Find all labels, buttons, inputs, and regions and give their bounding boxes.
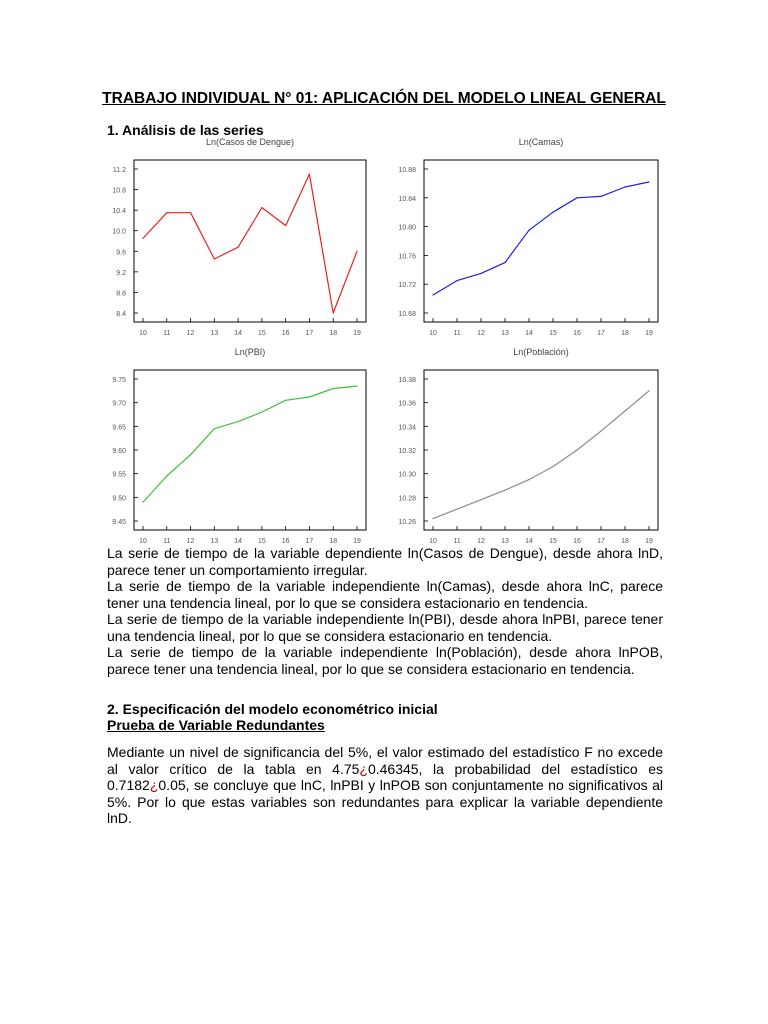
chart-2-ytick-label: 10.88	[398, 167, 416, 174]
chart-4-data-point	[576, 449, 577, 450]
chart-4-ytick-label: 10.28	[398, 495, 416, 503]
chart-1-data-point	[238, 247, 239, 248]
chart-3-ytick-label: 9.60	[112, 448, 126, 455]
chart-4-xtick-label: 12	[477, 538, 485, 545]
chart-3-xtick-label: 14	[234, 538, 243, 545]
chart-4-data-point	[600, 430, 601, 431]
chart-2-xtick-label: 16	[573, 330, 581, 337]
chart-1-data-point	[309, 174, 310, 175]
chart-4-data-point	[504, 490, 505, 491]
chart-2-data-point	[552, 212, 553, 213]
chart-3-title: Ln(PBI)	[234, 347, 266, 357]
chart-3-ytick-label: 9.75	[112, 377, 126, 384]
chart-1-xtick-label: 12	[186, 330, 195, 337]
chart-2-xtick-label: 14	[525, 330, 533, 337]
redundant-text-part2: 0.46345, la probabilidad del estadístico es 0.7182	[107, 760, 663, 793]
chart-3-data-point	[142, 501, 143, 502]
chart-4-xtick-label: 19	[645, 538, 653, 545]
chart-1-data-point	[142, 238, 143, 239]
analysis-paragraph-lnc: La serie de tiempo de la variable independiente ln(Camas), desde ahora lnC, parece tener una tendencia lineal, por lo que se considera estacionario en tendencia.	[107, 578, 663, 611]
chart-1-ytick-label: 10.8	[112, 187, 126, 195]
chart-3-ytick-label: 9.70	[112, 400, 126, 408]
chart-2-xtick-label: 13	[501, 330, 509, 337]
chart-4-data-point	[648, 390, 649, 391]
chart-3-data-point	[166, 475, 167, 476]
chart-2-ytick-label: 10.80	[398, 224, 416, 232]
chart-3-xtick-label: 19	[353, 538, 361, 545]
chart-3-data-point	[238, 421, 239, 422]
chart-3-xtick-label: 15	[257, 538, 266, 545]
section-2-subheading: Prueba de Variable Redundantes	[107, 717, 325, 733]
chart-1-data-point	[190, 212, 191, 213]
chart-4-xtick-label: 15	[549, 538, 557, 545]
chart-2-xtick-label: 18	[621, 330, 629, 337]
chart-1-xtick-label: 15	[257, 330, 266, 337]
chart-1-xtick-label: 16	[281, 330, 290, 337]
chart-4-data-point	[624, 410, 625, 411]
chart-1-frame	[134, 160, 366, 322]
chart-1-ytick-label: 8.8	[116, 290, 126, 298]
chart-3-xtick-label: 17	[305, 538, 314, 545]
chart-2-frame	[424, 160, 658, 322]
chart-4-xtick-label: 10	[429, 538, 437, 545]
chart-2-title: Ln(Camas)	[518, 137, 564, 147]
chart-1-xtick-label: 14	[234, 330, 243, 337]
chart-4-frame	[424, 370, 658, 530]
redundant-text-mark2: ¿	[149, 777, 159, 793]
chart-4-ytick-label: 10.30	[398, 471, 416, 479]
chart-2-xtick-label: 19	[645, 330, 653, 337]
chart-4-xtick-label: 18	[621, 538, 629, 545]
chart-1-xtick-label: 10	[139, 330, 147, 337]
section-2-heading: 2. Especificación del modelo econométrico inicial	[107, 701, 438, 717]
section-1-heading: 1. Análisis de las series	[107, 122, 264, 138]
chart-2-data-point	[504, 262, 505, 263]
chart-4-xtick-label: 14	[525, 538, 533, 545]
chart-2-xtick-label: 11	[453, 330, 461, 337]
chart-3-xtick-label: 11	[163, 538, 171, 545]
chart-3-data-point	[333, 388, 334, 389]
chart-2-data-point	[648, 181, 649, 182]
analysis-paragraph-lnpob: La serie de tiempo de la variable independiente ln(Población), desde ahora lnPOB, parece tener una tendencia lineal, por lo que se considera estacionario en tendencia.	[107, 644, 663, 677]
chart-2-xtick-label: 12	[477, 330, 485, 337]
chart-1-ytick-label: 10.4	[112, 208, 126, 216]
chart-4-data-point	[528, 479, 529, 480]
chart-1-data-point	[214, 258, 215, 259]
chart-1-data-point	[356, 251, 357, 252]
chart-2-data-point	[600, 196, 601, 197]
chart-3-xtick-label: 16	[281, 538, 290, 545]
chart-3-ytick-label: 9.50	[112, 495, 126, 503]
chart-4-data-point	[552, 466, 553, 467]
chart-3-data-point	[190, 454, 191, 455]
chart-4-data-point	[432, 518, 433, 519]
chart-3-ytick-label: 9.45	[112, 519, 126, 526]
chart-4-ytick-label: 10.26	[398, 519, 416, 526]
chart-1-ytick-label: 8.4	[116, 311, 126, 318]
chart-1-ytick-label: 9.2	[116, 269, 126, 277]
chart-3-data-point	[356, 386, 357, 387]
redundant-text-part3: 0.05, se concluye que lnC, lnPBI y lnPOB son conjuntamente no significativos al 5%. Por lo que estas variables son redundantes para explicar la variable dependiente lnD.	[107, 777, 663, 826]
chart-1-data-point	[333, 312, 334, 313]
chart-1-xtick-label: 18	[329, 330, 338, 337]
chart-3-xtick-label: 18	[329, 538, 338, 545]
chart-3-frame	[134, 370, 366, 530]
redundant-text-part1: Mediante un nivel de significancia del 5%, el valor estimado del estadístico F no excede al valor crítico de la tabla en 4.75	[107, 744, 663, 777]
chart-4-data-point	[456, 509, 457, 510]
chart-4-ytick-label: 10.36	[398, 400, 416, 408]
chart-1-xtick-label: 19	[353, 330, 361, 337]
chart-1-ytick-label: 10.0	[112, 228, 126, 236]
chart-2-ytick-label: 10.84	[398, 195, 416, 203]
chart-4-xtick-label: 11	[453, 538, 461, 545]
redundant-text-mark1: ¿	[359, 760, 368, 777]
chart-2-data-point	[576, 197, 577, 198]
chart-1-data-point	[166, 212, 167, 213]
redundant-test-paragraph	[107, 744, 663, 827]
chart-1-data-point	[285, 225, 286, 226]
chart-2-xtick-label: 17	[597, 330, 605, 337]
analysis-paragraph-lnd: La serie de tiempo de la variable dependiente ln(Casos de Dengue), desde ahora lnD, parece tener un comportamiento irregular.	[107, 545, 663, 578]
page-title: TRABAJO INDIVIDUAL N° 01: APLICACIÓN DEL MODELO LINEAL GENERAL	[102, 90, 666, 107]
chart-3-xtick-label: 13	[210, 538, 219, 545]
chart-4-xtick-label: 13	[501, 538, 509, 545]
chart-2-ytick-label: 10.72	[398, 282, 416, 290]
analysis-paragraph-lnpbi: La serie de tiempo de la variable independiente ln(PBI), desde ahora lnPBI, parece tener una tendencia lineal, por lo que se considera estacionario en tendencia.	[107, 611, 663, 644]
chart-4-ytick-label: 10.32	[398, 448, 416, 455]
analysis-text	[107, 545, 663, 677]
chart-1-xtick-label: 17	[305, 330, 314, 337]
chart-3-ytick-label: 9.55	[112, 471, 126, 479]
chart-2-xtick-label: 10	[429, 330, 437, 337]
chart-4-ytick-label: 10.34	[398, 424, 416, 432]
chart-4-xtick-label: 16	[573, 538, 581, 545]
chart-3-xtick-label: 12	[186, 538, 195, 545]
chart-3-data-point	[285, 400, 286, 401]
chart-2-data-point	[456, 280, 457, 281]
chart-1-ytick-label: 9.6	[116, 249, 126, 257]
chart-1-xtick-label: 13	[210, 330, 219, 337]
chart-1-xtick-label: 11	[163, 330, 171, 337]
chart-1-data-point	[261, 207, 262, 208]
chart-2-data-point	[480, 273, 481, 274]
chart-2-data-point	[432, 294, 433, 295]
chart-4-xtick-label: 17	[597, 538, 605, 545]
chart-3-xtick-label: 10	[139, 538, 147, 545]
chart-3-data-point	[309, 396, 310, 397]
chart-4-data-point	[480, 499, 481, 500]
chart-1-title: Ln(Casos de Dengue)	[205, 137, 295, 147]
chart-2-ytick-label: 10.68	[398, 311, 416, 318]
chart-2-data-point	[528, 230, 529, 231]
chart-2-ytick-label: 10.76	[398, 253, 416, 261]
chart-3-data-point	[261, 412, 262, 413]
chart-2-xtick-label: 15	[549, 330, 557, 337]
chart-3-ytick-label: 9.65	[112, 424, 126, 432]
chart-4-title: Ln(Población)	[513, 347, 569, 357]
chart-1-ytick-label: 11.2	[112, 167, 126, 174]
chart-2-data-point	[624, 186, 625, 187]
chart-4-ytick-label: 10.38	[398, 377, 416, 384]
chart-3-data-point	[214, 428, 215, 429]
